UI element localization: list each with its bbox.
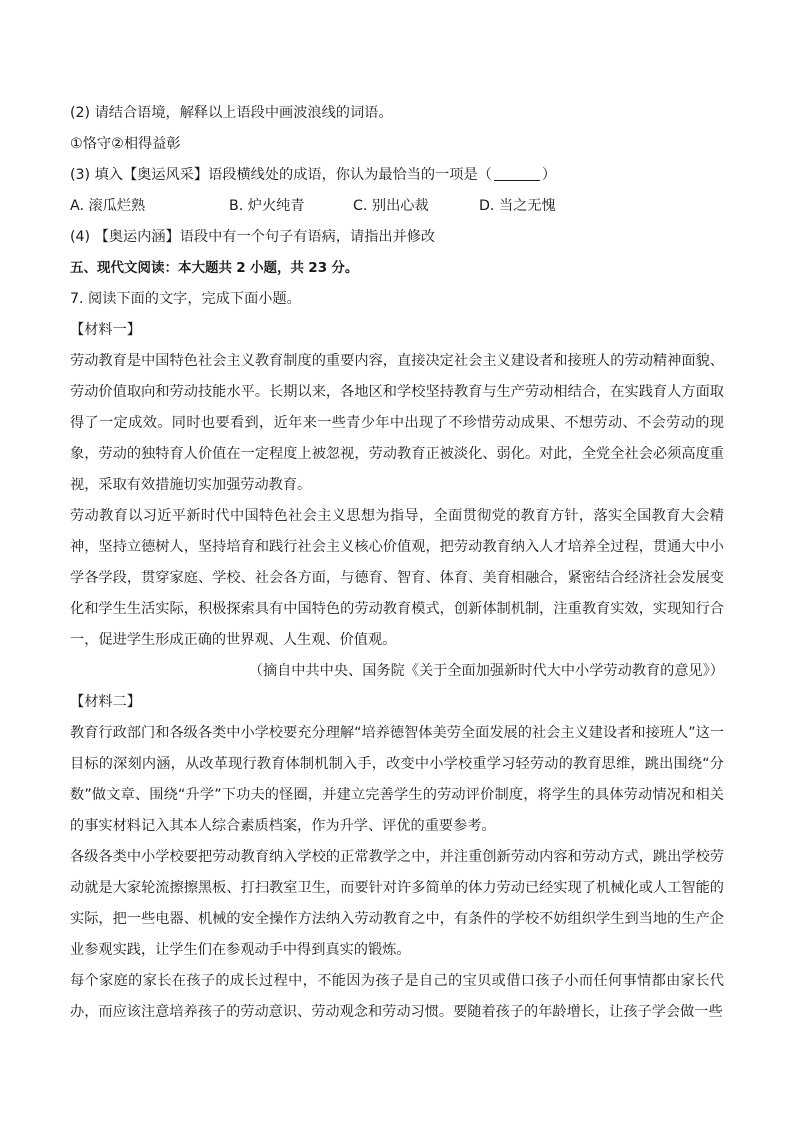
question-2-prompt: (2) 请结合语境，解释以上语段中画波浪线的词语。: [70, 105, 393, 121]
section-5-count: 2: [236, 260, 246, 276]
section-5-score: 23: [308, 260, 328, 276]
question-2-answer: ①恪守②相得益彰: [70, 136, 181, 152]
section-5-end: 分。: [331, 260, 359, 276]
material-2-paragraph-3: 每个家庭的家长在孩子的成长过程中，不能因为孩子是自己的宝贝或借口孩子小而任何事情都由家长代办，而应该注意培养孩子的劳动意识、劳动观念和劳动习惯。要随着孩子的年龄增长，让孩子学会做一些: [70, 973, 724, 1020]
document-content: [70, 98, 724, 1028]
section-5-heading: [70, 253, 724, 284]
material-1-paragraph-2: 劳动教育以习近平新时代中国特色社会主义思想为指导，全面贯彻党的教育方针，落实全国教育大会精神，坚持立德树人，坚持培育和践行社会主义核心价值观，把劳动教育纳入人才培养全过程，贯通大中小学各学段，贯穿家庭、学校、社会各方面，与德育、智育、体育、美育相融合，紧密结合经济社会发展变化和学生生活实际，积极探索具有中国特色的劳动教育模式，创新体制机制，注重教育实效，实现知行合一，促进学生形成正确的世界观、人生观、价值观。: [70, 508, 724, 648]
option-c: C. 别出心裁: [353, 198, 429, 214]
section-5-heading-text: 五、现代文阅读：本大题共: [70, 260, 232, 276]
question-3-prompt-text: (3) 填入【奥运风采】语段横线处的成语，你认为最恰当的一项是（: [70, 167, 492, 183]
question-4-prompt: (4) 【奥运内涵】语段中有一个句子有语病，请指出并修改: [70, 229, 436, 245]
material-2-paragraph-1: 教育行政部门和各级各类中小学校要充分理解“培养德智体美劳全面发展的社会主义建设者和接班人”这一目标的深刻内涵，从改革现行教育体制机制入手，改变中小学校重学习轻劳动的教育思维，跳出围绕“分数”做文章、围绕“升学”下功夫的怪圈，并建立完善学生的劳动评价制度，将学生的具体劳动情况和相关的事实材料记入其本人综合素质档案，作为升学、评优的重要参考。: [70, 725, 724, 834]
option-a: A. 滚瓜烂熟: [70, 198, 146, 214]
option-b: B. 炉火纯青: [229, 198, 305, 214]
material-2-paragraph-2: 各级各类中小学校要把劳动教育纳入学校的正常教学之中，并注重创新劳动内容和劳动方式，跳出学校劳动就是大家轮流擦擦黑板、打扫教室卫生，而要针对许多简单的体力劳动已经实现了机械化或人工智能的实际，把一些电器、机械的安全操作方法纳入劳动教育之中，有条件的学校不妨组织学生到当地的生产企业参观实践，让学生们在参观动手中得到真实的锻炼。: [70, 849, 724, 958]
question-7-prompt: 7. 阅读下面的文字，完成下面小题。: [70, 291, 301, 307]
material-1-label: 【材料一】: [70, 322, 141, 338]
material-2-label: 【材料二】: [70, 694, 141, 710]
question-3-prompt: [70, 160, 724, 191]
material-1-source: （摘自中共中央、国务院《关于全面加强新时代大中小学劳动教育的意见》）: [248, 663, 724, 679]
question-3-options: [70, 191, 724, 222]
question-3-prompt-close: ）: [541, 167, 557, 183]
section-5-mid: 小题，共: [250, 260, 304, 276]
answer-blank: [494, 166, 540, 181]
option-d: D. 当之无愧: [479, 198, 556, 214]
material-1-paragraph-1: 劳动教育是中国特色社会主义教育制度的重要内容，直接决定社会主义建设者和接班人的劳动精神面貌、劳动价值取向和劳动技能水平。长期以来，各地区和学校坚持教育与生产劳动相结合，在实践育人方面取得了一定成效。同时也要看到，近年来一些青少年中出现了不珍惜劳动成果、不想劳动、不会劳动的现象，劳动的独特育人价值在一定程度上被忽视，劳动教育正被淡化、弱化。对此，全党全社会必须高度重视，采取有效措施切实加强劳动教育。: [70, 353, 724, 493]
